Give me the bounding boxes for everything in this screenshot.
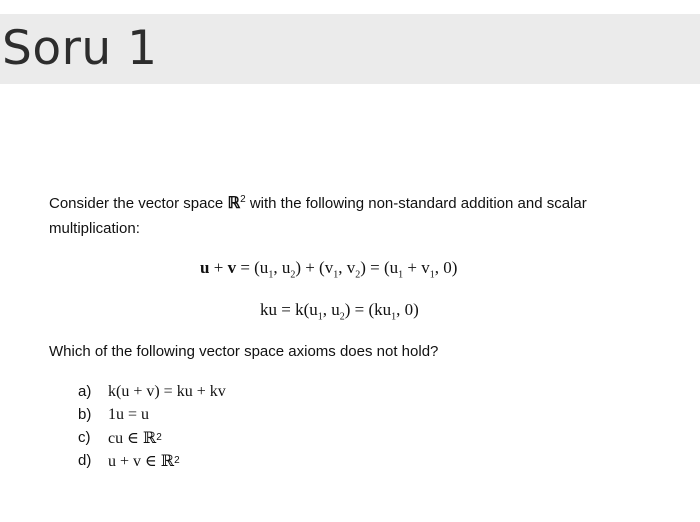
- option-expression: cu ∈ ℝ: [108, 429, 157, 447]
- eq1-sub: 1: [429, 269, 435, 281]
- eq1-sub: 1: [398, 269, 404, 281]
- page-title: Soru 1: [2, 21, 158, 76]
- eq1-sub: 1: [333, 269, 339, 281]
- scalar-rule: [260, 300, 419, 323]
- addition-rule: [200, 258, 458, 281]
- intro-text-1: Consider the vector space: [49, 195, 228, 212]
- option-expression: u + v ∈ ℝ: [108, 452, 175, 470]
- eq1-sub: 2: [355, 269, 361, 281]
- option-b[interactable]: [78, 403, 226, 426]
- eq1-part: + v: [403, 258, 430, 277]
- vector-u: u: [200, 258, 210, 277]
- problem-intro: [49, 191, 669, 241]
- eq1-part: , u: [273, 258, 291, 277]
- option-letter: b): [78, 406, 92, 423]
- plus-sign: +: [209, 258, 228, 277]
- question-text: Which of the following vector space axioms does not hold?: [49, 343, 439, 360]
- real-space-exponent: 2: [240, 194, 246, 205]
- real-space-symbol: ℝ: [227, 195, 241, 212]
- answer-options: [78, 380, 226, 472]
- eq2-sub: 1: [317, 311, 323, 323]
- eq1-part: ) = (u: [360, 258, 399, 277]
- eq1-part: , 0): [434, 258, 458, 277]
- eq2-part: ) = (ku: [344, 300, 392, 319]
- option-expression: k(u + v) = ku + kv: [108, 382, 226, 400]
- option-letter: c): [78, 429, 91, 446]
- option-a[interactable]: [78, 380, 226, 403]
- eq2-part: , u: [322, 300, 340, 319]
- eq1-sub: 1: [268, 269, 274, 281]
- eq2-sub: 1: [391, 311, 397, 323]
- eq1-part: ) + (v: [295, 258, 334, 277]
- eq2-sub: 2: [339, 311, 345, 323]
- option-expression: 1u = u: [108, 405, 150, 423]
- vector-v: v: [227, 258, 237, 277]
- option-letter: d): [78, 452, 92, 469]
- eq2-part: , 0): [396, 300, 419, 319]
- eq1-part: , v: [338, 258, 356, 277]
- option-c[interactable]: c) cu ∈ ℝ 2: [78, 429, 162, 447]
- option-d[interactable]: d) u + v ∈ ℝ 2: [78, 452, 180, 470]
- eq1-part: = (u: [236, 258, 269, 277]
- intro-text-2: with the following non-standard addition and scalar multiplication:: [49, 195, 587, 237]
- eq2-part: ku = k(u: [260, 300, 318, 319]
- eq1-sub: 2: [290, 269, 296, 281]
- option-letter: a): [78, 383, 92, 400]
